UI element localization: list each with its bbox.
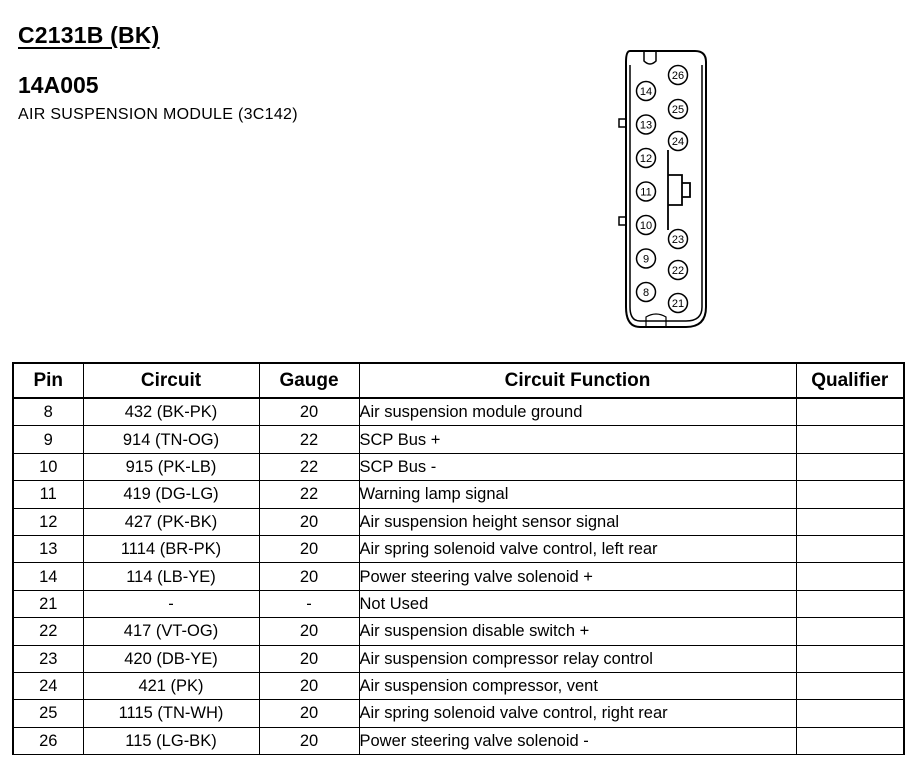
pin-cell: 23 [13,645,83,672]
qualifier-cell [796,645,904,672]
function-cell: Air suspension disable switch + [359,618,796,645]
pin-label: 12 [639,153,653,165]
qualifier-cell [796,398,904,426]
connector-pin-right [669,132,688,151]
header-pin: Pin [13,363,83,398]
table-row [13,645,904,672]
circuit-cell: 421 (PK) [83,672,259,699]
pin-label: 13 [639,119,653,132]
qualifier-cell [796,618,904,645]
connector-pin-left [637,283,656,302]
connector-pin-right [669,100,688,119]
connector-pin-right [669,294,688,313]
connector-id: C2131B (BK) [18,22,160,48]
pin-cell: 12 [13,508,83,535]
qualifier-cell [796,700,904,727]
qualifier-cell [796,481,904,508]
pin-cell: 9 [13,426,83,453]
pin-cell: 21 [13,590,83,617]
connector-pin-left [637,149,656,168]
pin-label: 10 [639,220,653,232]
gauge-cell: 20 [259,398,359,426]
connector-face-diagram [600,45,720,335]
table-row [13,398,904,426]
pin-label: 25 [671,104,685,116]
side-key-upper [619,119,626,127]
header-qualifier: Qualifier [796,363,904,398]
connector-pin-right [669,66,688,85]
gauge-cell: - [259,590,359,617]
table-row [13,453,904,480]
table-row [13,727,904,754]
circuit-cell: 1115 (TN-WH) [83,700,259,727]
circuit-cell: 432 (BK-PK) [83,398,259,426]
module-name: AIR SUSPENSION MODULE (3C142) [18,106,298,123]
top-latch [644,51,656,64]
function-cell: Air suspension compressor, vent [359,672,796,699]
pin-cell: 14 [13,563,83,590]
table-row [13,672,904,699]
pin-label: 8 [642,287,650,299]
part-number: 14A005 [18,72,99,98]
header-gauge: Gauge [259,363,359,398]
pin-cell: 8 [13,398,83,426]
pin-label: 21 [671,298,685,310]
gauge-cell: 20 [259,618,359,645]
function-cell: Air suspension module ground [359,398,796,426]
qualifier-cell [796,727,904,754]
gauge-cell: 20 [259,535,359,562]
circuit-cell: 115 (LG-BK) [83,727,259,754]
pin-label: 9 [642,253,650,266]
pin-cell: 26 [13,727,83,754]
circuit-cell: - [83,590,259,617]
pin-cell: 25 [13,700,83,727]
circuit-cell: 914 (TN-OG) [83,426,259,453]
qualifier-cell [796,535,904,562]
pin-cell: 13 [13,535,83,562]
circuit-cell: 420 (DB-YE) [83,645,259,672]
connector-pin-right [669,261,688,280]
gauge-cell: 22 [259,453,359,480]
pin-cell: 22 [13,618,83,645]
table-row [13,535,904,562]
gauge-cell: 20 [259,672,359,699]
qualifier-cell [796,672,904,699]
gauge-cell: 20 [259,563,359,590]
pin-label: 24 [671,136,685,148]
qualifier-cell [796,563,904,590]
pinout-table [12,362,905,755]
table-row [13,481,904,508]
header-circuit: Circuit [83,363,259,398]
function-cell: Air spring solenoid valve control, right rear [359,700,796,727]
qualifier-cell [796,426,904,453]
table-row [13,590,904,617]
pin-cell: 24 [13,672,83,699]
function-cell: Power steering valve solenoid - [359,727,796,754]
circuit-cell: 427 (PK-BK) [83,508,259,535]
gauge-cell: 22 [259,426,359,453]
gauge-cell: 20 [259,727,359,754]
connector-pin-left [637,82,656,101]
qualifier-cell [796,508,904,535]
function-cell: Air suspension compressor relay control [359,645,796,672]
center-lock-tab [668,150,690,230]
connector-pin-left [637,115,656,134]
table-row [13,563,904,590]
gauge-cell: 20 [259,508,359,535]
function-cell: Air suspension height sensor signal [359,508,796,535]
gauge-cell: 20 [259,645,359,672]
pin-label: 23 [671,234,685,246]
connector-pin-right [669,230,688,249]
pin-label: 14 [639,86,653,98]
header-circuit-function: Circuit Function [359,363,796,398]
pin-cell: 11 [13,481,83,508]
circuit-cell: 915 (PK-LB) [83,453,259,480]
connector-pin-left [637,249,656,268]
circuit-cell: 417 (VT-OG) [83,618,259,645]
qualifier-cell [796,453,904,480]
circuit-cell: 114 (LB-YE) [83,563,259,590]
function-cell: Not Used [359,590,796,617]
function-cell: Warning lamp signal [359,481,796,508]
table-row [13,426,904,453]
table-header-row [13,363,904,398]
circuit-cell: 1114 (BR-PK) [83,535,259,562]
function-cell: SCP Bus + [359,426,796,453]
table-row [13,508,904,535]
pin-cell: 10 [13,453,83,480]
function-cell: Power steering valve solenoid + [359,563,796,590]
connector-pin-left [637,216,656,235]
connector-pin-left [637,182,656,201]
gauge-cell: 20 [259,700,359,727]
pin-label: 22 [671,265,685,277]
function-cell: SCP Bus - [359,453,796,480]
circuit-cell: 419 (DG-LG) [83,481,259,508]
pin-label: 11 [640,186,652,199]
side-key-lower [619,217,626,225]
pin-label: 26 [671,70,685,82]
table-row [13,700,904,727]
qualifier-cell [796,590,904,617]
function-cell: Air spring solenoid valve control, left rear [359,535,796,562]
gauge-cell: 22 [259,481,359,508]
table-row [13,618,904,645]
